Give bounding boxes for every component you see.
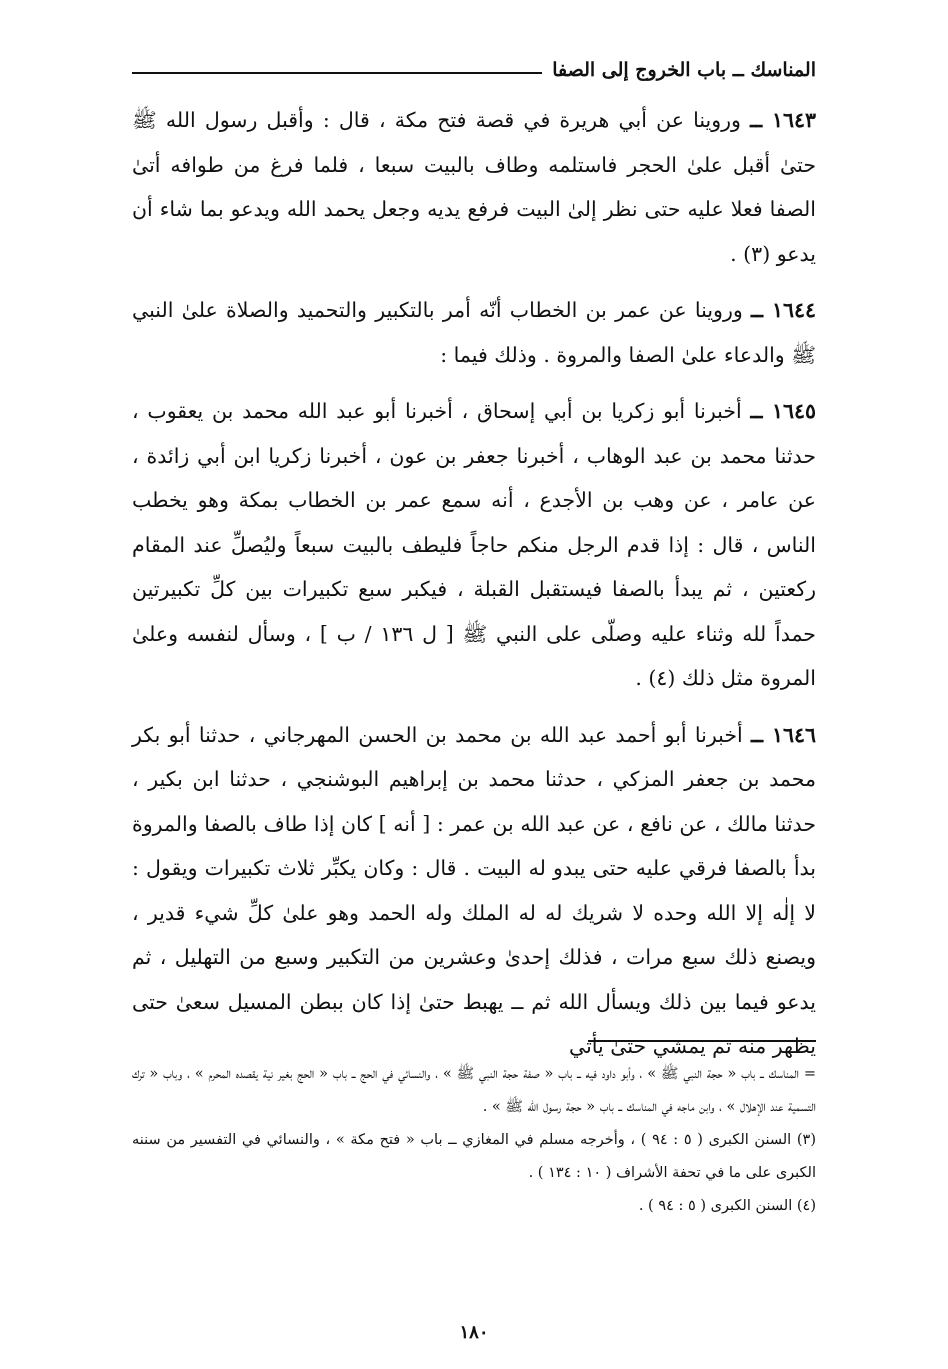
hadith-text: وروينا عن عمر بن الخطاب أنّه أمر بالتكبير والتحميد والصلاة علىٰ النبي ﷺ والدعاء علىٰ الصفا والمروة . وذلك فيما : [132,298,816,367]
hadith-number: ١٦٤٤ ــ [751,298,816,322]
hadith-text: وروينا عن أبي هريرة في قصة فتح مكة ، قال : وأقبل رسول الله ﷺ حتىٰ أقبل علىٰ الحجر فاستلمه وطاف بالبيت سبعا ، فلما فرغ من طوافه أتىٰ الصفا فعلا عليه حتى نظر إلىٰ البيت فرفع يديه وجعل يحمد الله ويدعو بما شاء أن يدعو (٣) . [132,108,816,266]
running-header [132,55,816,85]
footnote-separator [588,1040,816,1042]
footnote: = المناسك ــ باب « حجة النبي ﷺ » ، وأبو داود فيه ــ باب « صفة حجة النبي ﷺ » ، والنسائي في الحج ــ باب « الحج بغير نية يقصده المحرم » ، وباب « ترك التسمية عند الإهلال » ، وابن ماجه في المناسك ــ باب « حجة رسول الله ﷺ » . [132,1066,816,1115]
hadith-paragraph [132,389,816,701]
main-text [132,98,816,1081]
hadith-text: أخبرنا أبو أحمد عبد الله بن محمد بن الحسن المهرجاني ، حدثنا أبو بكر محمد بن جعفر المزكي ، حدثنا محمد بن إبراهيم البوشنجي ، حدثنا ابن بكير ، حدثنا مالك ، عن نافع ، عن عبد الله بن عمر : [ أنه ] كان إذا طاف بالصفا والمروة بدأ بالصفا فرقي عليه حتى يبدو له البيت . قال : وكان يكبِّر ثلاث تكبيرات ويقول : لا إلٰه إلا الله وحده لا شريك له له الملك وله الحمد وهو علىٰ كلِّ شيء قدير ، ويصنع ذلك سبع مرات ، فذلك إحدىٰ وعشرين من التكبير وسبع من التهليل ، ثم يدعو فيما بين ذلك ويسأل الله ثم ــ يهبط حتىٰ إذا كان ببطن المسيل سعىٰ حتى يظهر منه ثم يمشي حتىٰ يأتي [132,722,816,1058]
footnote: (٣) السنن الكبرى ( ٥ : ٩٤ ) ، وأخرجه مسلم في المغازي ــ باب « فتح مكة » ، والنسائي في التفسير من سننه الكبرى على ما في تحفة الأشراف ( ١٠ : ١٣٤ ) . [132,1132,816,1181]
footnotes [132,1058,816,1223]
header-title: المناسك ــ باب الخروج إلى الصفا [552,59,816,81]
hadith-number: ١٦٤٣ ــ [750,108,816,132]
header-rule [132,72,542,74]
hadith-paragraph [132,98,816,276]
page-number: ١٨٠ [459,1322,489,1343]
hadith-number: ١٦٤٥ ــ [750,399,816,423]
hadith-number: ١٦٤٦ ــ [751,722,816,747]
hadith-paragraph [132,288,816,377]
footnote: (٤) السنن الكبرى ( ٥ : ٩٤ ) . [638,1198,816,1214]
hadith-text: أخبرنا أبو زكريا بن أبي إسحاق ، أخبرنا أبو عبد الله محمد بن يعقوب ، حدثنا محمد بن عبد الوهاب ، أخبرنا جعفر بن عون ، أخبرنا زكريا ابن أبي زائدة ، عن عامر ، عن وهب بن الأجدع ، أنه سمع عمر بن الخطاب بمكة وهو يخطب الناس ، قال : إذا قدم الرجل منكم حاجاً فليطف بالبيت سبعاً وليُصلِّ عند المقام ركعتين ، ثم يبدأ بالصفا فيستقبل القبلة ، فيكبر سبع تكبيرات بين كلِّ تكبيرتين حمداً لله وثناء عليه وصلّى على النبي ﷺ [ ل ١٣٦ / ب ] ، وسأل لنفسه وعلىٰ المروة مثل ذلك (٤) . [132,399,816,690]
hadith-paragraph [132,713,816,1069]
